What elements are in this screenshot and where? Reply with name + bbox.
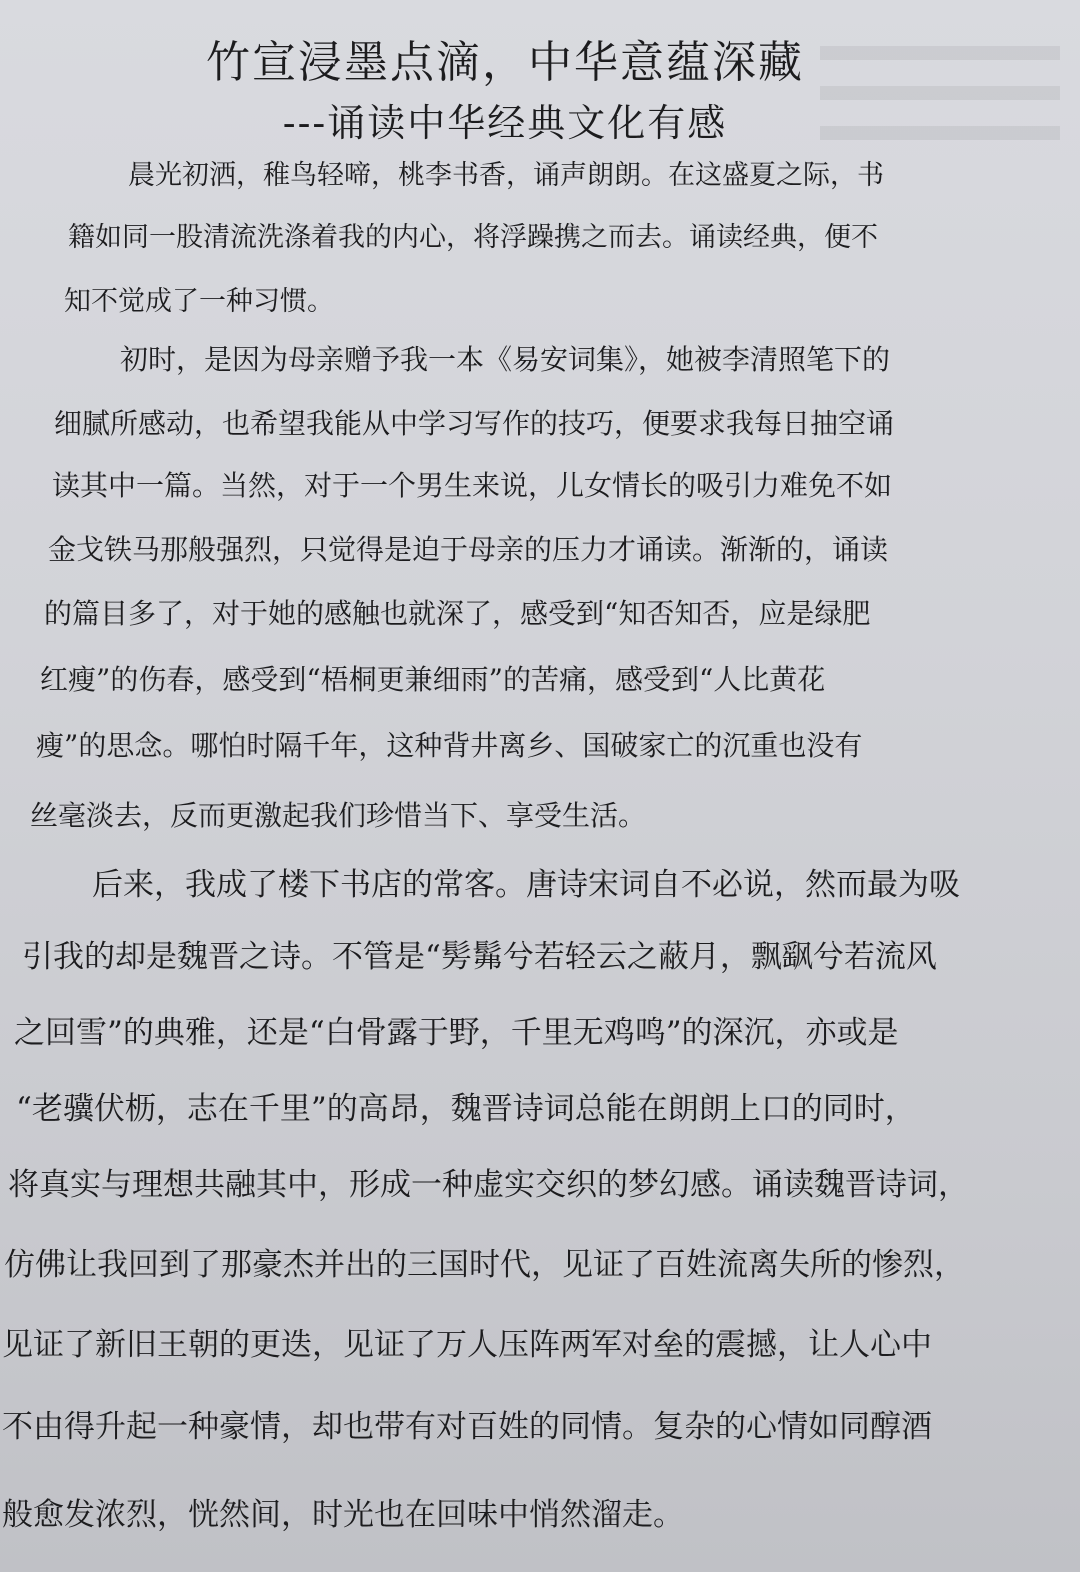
text-line: 丝毫淡去，反而更激起我们珍惜当下、享受生活。 [30, 799, 647, 832]
text-line: 细腻所感动，也希望我能从中学习写作的技巧，便要求我每日抽空诵 [54, 407, 895, 440]
text-line: 之回雪”的典雅，还是“白骨露于野，千里无鸡鸣”的深沉，亦或是 [14, 1015, 899, 1051]
text-line: 知不觉成了一种习惯。 [64, 286, 334, 317]
text-line: 引我的却是魏晋之诗。不管是“髣髴兮若轻云之蔽月，飘飖兮若流风 [22, 939, 937, 975]
essay-title: 竹宣浸墨点滴，中华意蕴深藏 [206, 37, 804, 88]
text-line: “老骥伏枥，志在千里”的高昂，魏晋诗词总能在朗朗上口的同时， [16, 1091, 916, 1127]
text-line: 晨光初洒，稚鸟轻啼，桃李书香，诵声朗朗。在这盛夏之际，书 [128, 160, 884, 191]
text-line: 的篇目多了，对于她的感触也就深了，感受到“知否知否，应是绿肥 [44, 597, 871, 630]
text-line: 红瘦”的伤春，感受到“梧桐更兼细雨”的苦痛，感受到“人比黄花 [40, 663, 826, 696]
text-line: 将真实与理想共融其中，形成一种虚实交织的梦幻感。诵读魏晋诗词， [8, 1167, 969, 1203]
text-line: 见证了新旧王朝的更迭，见证了万人压阵两军对垒的震撼，让人心中 [2, 1327, 932, 1363]
text-line: 般愈发浓烈，恍然间，时光也在回味中悄然溜走。 [2, 1497, 684, 1533]
text-line: 后来，我成了楼下书店的常客。唐诗宋词自不必说，然而最为吸 [92, 867, 960, 903]
text-line: 读其中一篇。当然，对于一个男生来说，儿女情长的吸引力难免不如 [52, 469, 893, 502]
text-line: 不由得升起一种豪情，却也带有对百姓的同情。复杂的心情如同醇酒 [2, 1409, 932, 1445]
text-line: 仿佛让我回到了那豪杰并出的三国时代，见证了百姓流离失所的惨烈， [4, 1247, 965, 1283]
text-line: 初时，是因为母亲赠予我一本《易安词集》，她被李清照笔下的 [120, 343, 891, 376]
essay-subtitle: ---诵读中华经典文化有感 [282, 101, 728, 145]
text-line: 瘦”的思念。哪怕时隔千年，这种背井离乡、国破家亡的沉重也没有 [36, 729, 863, 762]
text-line: 籍如同一股清流洗涤着我的内心，将浮躁携之而去。诵读经典，便不 [68, 222, 878, 253]
text-line: 金戈铁马那般强烈，只觉得是迫于母亲的压力才诵读。渐渐的，诵读 [48, 533, 889, 566]
